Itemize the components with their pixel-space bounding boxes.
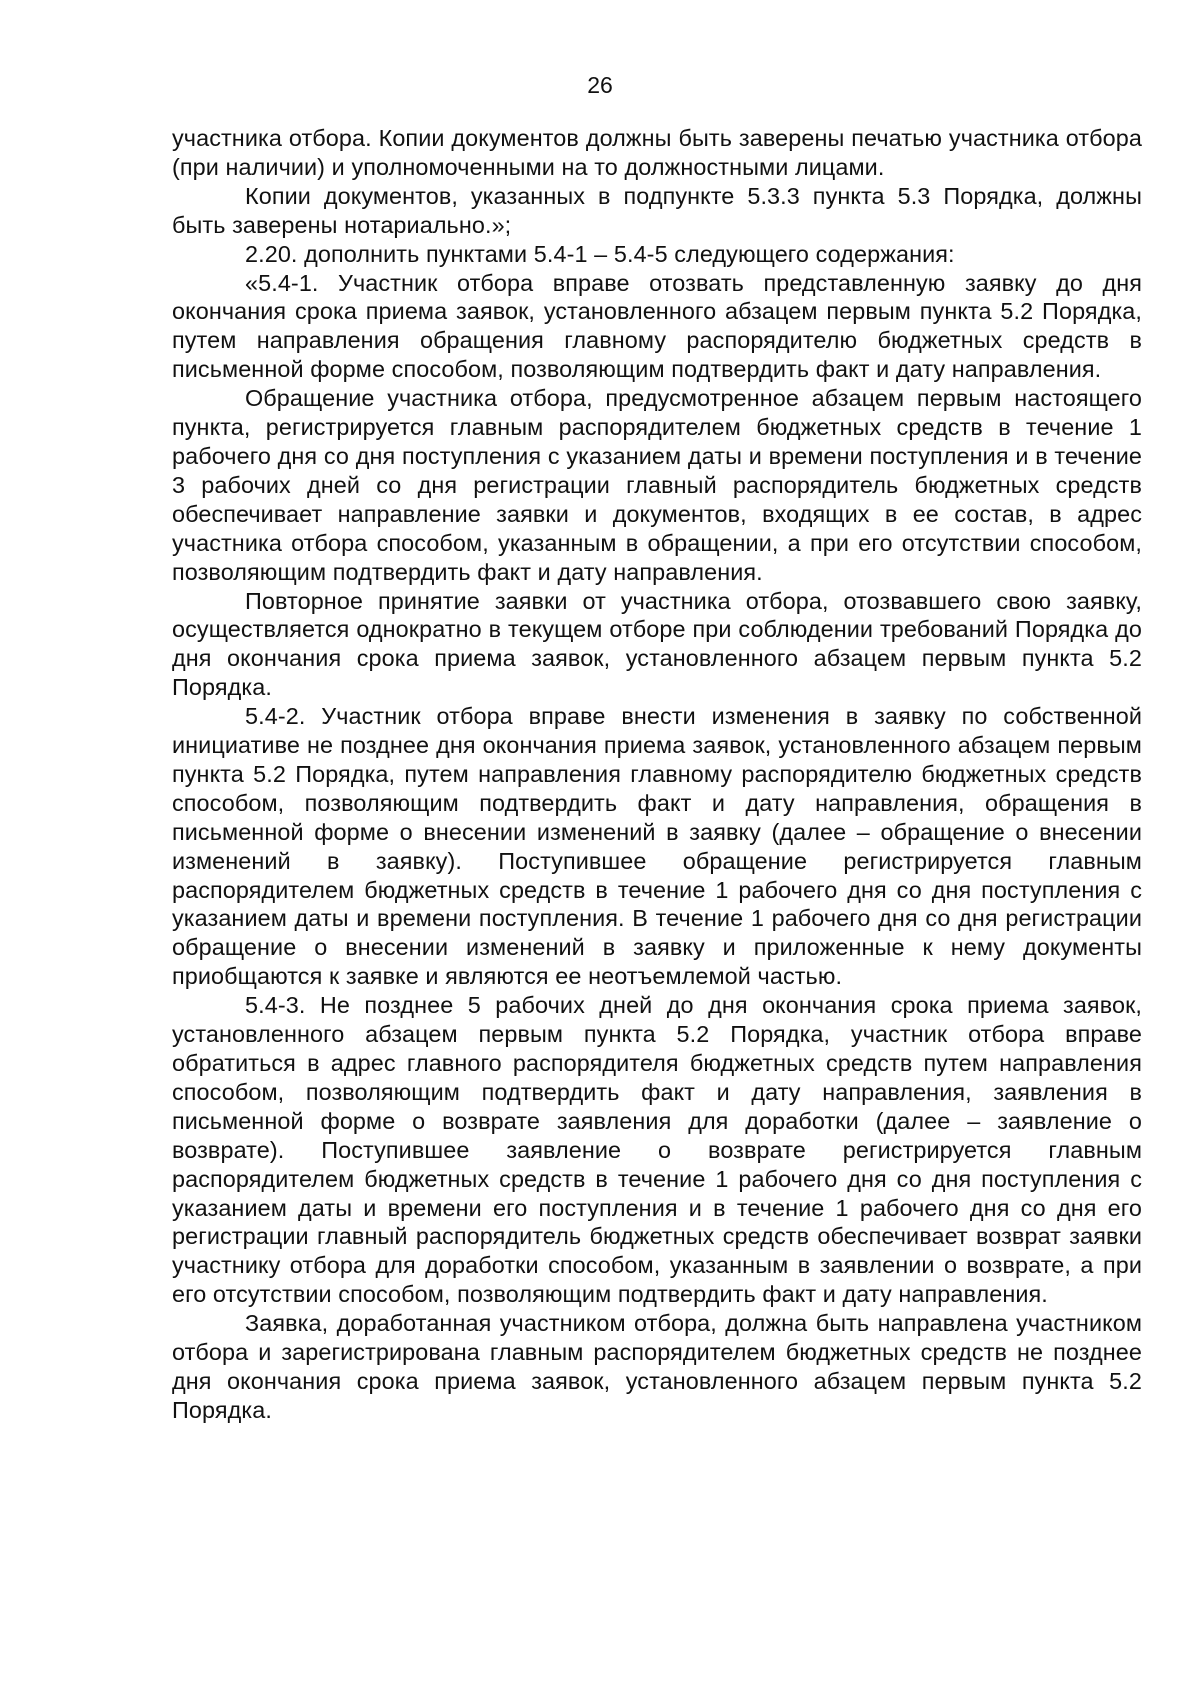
paragraph-notarial-copies: Копии документов, указанных в подпункте 5.3.3 пункта 5.3 Порядка, должны быть заверены нотариально.»; (172, 182, 1142, 238)
paragraph-5-4-2: 5.4-2. Участник отбора вправе внести изменения в заявку по собственной инициативе не позднее дня окончания приема заявок, установленного абзацем первым пункта 5.2 Порядка, путем направления главному распорядителю бюджетных средств способом, позволяющим подтвердить факт и дату направления, обращения в письменной форме о внесении изменений в заявку (далее – обращение о внесении изменений в заявку). Поступившее обращение регистрируется главным распорядителем бюджетных средств в течение 1 рабочего дня со дня поступления с указанием даты и времени поступления. В течение 1 рабочего дня со дня регистрации обращение о внесении изменений в заявку и приложенные к нему документы приобщаются к заявке и являются ее неотъемлемой частью. (172, 703, 1142, 990)
page-number: 26 (587, 72, 613, 98)
paragraph-amendment-2-20: 2.20. дополнить пунктами 5.4-1 – 5.4-5 следующего содержания: (245, 240, 955, 267)
document-body (172, 124, 1142, 1425)
paragraph-5-4-1: «5.4-1. Участник отбора вправе отозвать представленную заявку до дня окончания срока приема заявок, установленного абзацем первым пункта 5.2 Порядка, путем направления обращения главному распорядителю бюджетных средств в письменной форме способом, позволяющим подтвердить факт и дату направления. (172, 269, 1142, 383)
paragraph-5-4-1-appeal: Обращение участника отбора, предусмотренное абзацем первым настоящего пункта, регистрируется главным распорядителем бюджетных средств в течение 1 рабочего дня со дня поступления с указанием даты и времени поступления и в течение 3 рабочих дней со дня регистрации главный распорядитель бюджетных средств обеспечивает направление заявки и документов, входящих в ее состав, в адрес участника отбора способом, указанным в обращении, а при его отсутствии способом, позволяющим подтвердить факт и дату направления. (172, 385, 1142, 585)
paragraph-continuation: участника отбора. Копии документов должны быть заверены печатью участника отбора (при наличии) и уполномоченными на то должностными лицами. (172, 125, 1142, 180)
paragraph-5-4-1-resubmission: Повторное принятие заявки от участника отбора, отозвавшего свою заявку, осуществляется однократно в текущем отборе при соблюдении требований Порядка до дня окончания срока приема заявок, установленного абзацем первым пункта 5.2 Порядка. (172, 587, 1142, 701)
paragraph-5-4-3-revised-application: Заявка, доработанная участником отбора, должна быть направлена участником отбора и зарегистрирована главным распорядителем бюджетных средств не позднее дня окончания срока приема заявок, установленного абзацем первым пункта 5.2 Порядка. (172, 1310, 1142, 1423)
paragraph-5-4-3: 5.4-3. Не позднее 5 рабочих дней до дня окончания срока приема заявок, установленного абзацем первым пункта 5.2 Порядка, участник отбора вправе обратиться в адрес главного распорядителя бюджетных средств путем направления способом, позволяющим подтвердить факт и дату направления, заявления в письменной форме о возврате заявления для доработки (далее – заявление о возврате). Поступившее заявление о возврате регистрируется главным распорядителем бюджетных средств в течение 1 рабочего дня со дня поступления с указанием даты и времени его поступления и в течение 1 рабочего дня со дня его регистрации главный распорядитель бюджетных средств обеспечивает возврат заявки участнику отбора для доработки способом, указанным в заявлении о возврате, а при его отсутствии способом, позволяющим подтвердить факт и дату направления. (172, 992, 1142, 1308)
